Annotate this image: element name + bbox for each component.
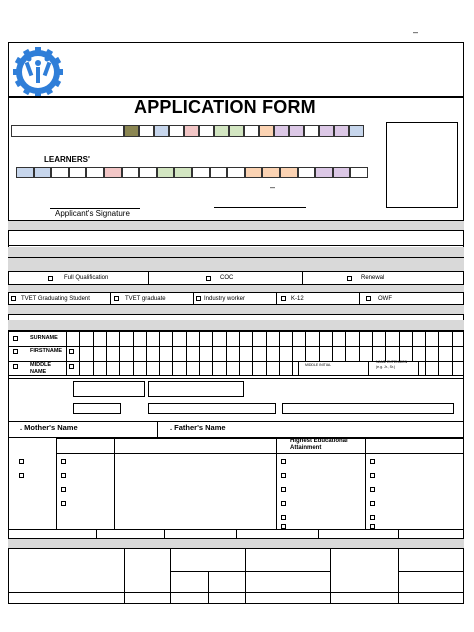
section-band-2: [8, 247, 464, 257]
rule: [239, 331, 240, 361]
education-checkbox[interactable]: [281, 487, 286, 492]
rule: [418, 361, 419, 376]
middle-cell-checkbox[interactable]: [69, 364, 74, 369]
education-table[interactable]: [56, 438, 464, 530]
rule: [266, 361, 267, 376]
name-grid-frame: [8, 331, 464, 376]
learners-label: LEARNERS': [44, 155, 90, 164]
rule: [106, 361, 107, 376]
rule: [8, 230, 464, 231]
rule: [425, 361, 426, 376]
signature-label: Applicant's Signature: [55, 209, 130, 218]
rule: [79, 361, 80, 376]
education-checkbox[interactable]: [370, 501, 375, 506]
address-box-4[interactable]: [148, 403, 276, 414]
industry-worker-checkbox[interactable]: [196, 296, 201, 301]
coc-checkbox[interactable]: [206, 276, 211, 281]
learner-id-cell[interactable]: [333, 167, 351, 178]
education-checkbox[interactable]: [281, 515, 286, 520]
rule: [372, 331, 373, 361]
rule: [8, 548, 464, 549]
rule: [66, 361, 67, 376]
rule: [110, 293, 111, 304]
form-title: APPLICATION FORM: [134, 97, 316, 117]
tvet-graduating-label: TVET Graduating Student: [21, 296, 90, 302]
left-checkbox-2[interactable]: [19, 473, 24, 478]
rule: [170, 549, 171, 604]
rule: [332, 331, 333, 361]
education-checkbox[interactable]: [370, 515, 375, 520]
learner-id-cell[interactable]: [174, 167, 192, 178]
rule: [8, 592, 464, 593]
rule: [8, 314, 464, 315]
rule: [236, 530, 237, 538]
surname-label: SURNAME: [30, 335, 58, 341]
rule: [56, 453, 464, 454]
rule: [186, 331, 187, 361]
rule: [8, 271, 464, 272]
learner-id-cell[interactable]: [122, 167, 140, 178]
surname-checkbox[interactable]: [13, 336, 18, 341]
uli-cell[interactable]: [274, 125, 289, 137]
rule: [452, 361, 453, 376]
rule: [79, 331, 80, 361]
rule: [245, 549, 246, 604]
uli-cell[interactable]: [319, 125, 334, 137]
rule: [399, 331, 400, 361]
uli-cell[interactable]: [304, 125, 319, 137]
rule: [398, 571, 464, 572]
education-checkbox[interactable]: [281, 459, 286, 464]
rule: [438, 331, 439, 361]
learner-id-cell[interactable]: [210, 167, 228, 178]
education-checkbox[interactable]: [281, 501, 286, 506]
industry-worker-label: Industry worker: [204, 296, 246, 302]
rule: [298, 361, 299, 376]
rule: [318, 530, 319, 538]
rule: [8, 220, 464, 221]
education-checkbox[interactable]: [61, 501, 66, 506]
owf-checkbox[interactable]: [366, 296, 371, 301]
rule: [124, 549, 125, 604]
education-checkbox[interactable]: [61, 473, 66, 478]
middle-name-checkbox[interactable]: [13, 364, 18, 369]
section-band-5: [8, 305, 464, 314]
rule: [133, 331, 134, 361]
uli-cell[interactable]: [334, 125, 349, 137]
uli-cell[interactable]: [139, 125, 154, 137]
left-checkbox-1[interactable]: [19, 459, 24, 464]
owf-label: OWF: [378, 296, 392, 302]
rule: [292, 331, 293, 361]
uli-cell[interactable]: [124, 125, 139, 137]
rule: [279, 361, 280, 376]
k12-label: K-12: [291, 296, 304, 302]
name-extension-label: NAME EXTENSION (e.g. Jr., Sr.): [376, 360, 408, 369]
address-box-5[interactable]: [282, 403, 454, 414]
uli-cell[interactable]: [184, 125, 199, 137]
rule: [368, 361, 369, 376]
rule: [172, 361, 173, 376]
rule: [66, 331, 67, 361]
photo-box[interactable]: [386, 122, 458, 208]
rule: [193, 293, 194, 304]
learner-id-cell[interactable]: [86, 167, 104, 178]
education-header: Highest Educational Attainment: [290, 438, 348, 452]
rule: [252, 361, 253, 376]
rule: [252, 331, 253, 361]
learner-id-cell[interactable]: [280, 167, 298, 178]
rule: [226, 361, 227, 376]
rule: [276, 438, 277, 530]
uli-cell[interactable]: [214, 125, 229, 137]
learner-id-cell[interactable]: [298, 167, 316, 178]
learner-id-cell[interactable]: [350, 167, 368, 178]
header-dash: –: [413, 27, 419, 37]
rule: [208, 571, 209, 604]
tvet-graduating-checkbox[interactable]: [11, 296, 16, 301]
rule: [119, 331, 120, 361]
education-checkbox[interactable]: [61, 459, 66, 464]
learner-id-cell[interactable]: [104, 167, 122, 178]
rule: [412, 331, 413, 361]
rule: [8, 292, 464, 293]
education-checkbox[interactable]: [370, 473, 375, 478]
learner-id-cell[interactable]: [192, 167, 210, 178]
rule: [96, 530, 97, 538]
rule: [159, 361, 160, 376]
uli-cell[interactable]: [199, 125, 214, 137]
rule: [199, 331, 200, 361]
rule: [398, 530, 399, 538]
education-checkbox[interactable]: [370, 459, 375, 464]
rule: [319, 331, 320, 361]
uli-cell[interactable]: [11, 125, 124, 137]
name-grid[interactable]: [8, 331, 464, 376]
renewal-checkbox[interactable]: [347, 276, 352, 281]
section-band-6: [8, 320, 464, 330]
tesda-logo-icon: [12, 46, 64, 98]
address-box-2[interactable]: [148, 381, 244, 397]
rule: [239, 361, 240, 376]
rule: [119, 361, 120, 376]
middle-initial-label: MIDDLE INITIAL: [305, 363, 332, 367]
learner-id-cell[interactable]: [16, 167, 34, 178]
rule: [302, 272, 303, 284]
rule: [172, 331, 173, 361]
renewal-label: Renewal: [361, 275, 385, 281]
rule: [452, 331, 453, 361]
rule: [8, 421, 464, 422]
rule: [438, 361, 439, 376]
rule: [146, 331, 147, 361]
learner-id-cell[interactable]: [245, 167, 263, 178]
rule: [133, 361, 134, 376]
learner-id-cell[interactable]: [262, 167, 280, 178]
learner-id-cell[interactable]: [139, 167, 157, 178]
address-box-1[interactable]: [73, 381, 145, 397]
rule: [425, 331, 426, 361]
rule: [157, 422, 158, 437]
mother-name-label: . Mother's Name: [20, 423, 78, 432]
rule: [212, 331, 213, 361]
middle-name-label: MIDDLE NAME: [30, 362, 52, 376]
coc-label: COC: [220, 275, 234, 281]
rule: [385, 331, 386, 361]
rule: [212, 361, 213, 376]
section-band-3: [8, 258, 464, 271]
rule: [398, 549, 399, 604]
full-qualification-checkbox[interactable]: [48, 276, 53, 281]
section-band-1: [8, 220, 464, 230]
rule: [146, 361, 147, 376]
rule: [359, 293, 360, 304]
full-qualification-label: Full Qualification: [64, 275, 109, 281]
rule: [93, 361, 94, 376]
rule: [226, 331, 227, 361]
k12-checkbox[interactable]: [281, 296, 286, 301]
rule: [186, 361, 187, 376]
rule: [305, 331, 306, 361]
rule: [365, 438, 366, 530]
uli-cell[interactable]: [169, 125, 184, 137]
tvet-graduate-checkbox[interactable]: [114, 296, 119, 301]
rule: [330, 549, 331, 604]
rule: [276, 293, 277, 304]
rule: [8, 378, 464, 379]
rule: [114, 438, 115, 530]
rule: [106, 331, 107, 361]
firstname-cell-checkbox[interactable]: [69, 349, 74, 354]
rule: [345, 331, 346, 361]
date-line[interactable]: [214, 207, 306, 208]
rule: [93, 331, 94, 361]
uli-cell[interactable]: [229, 125, 244, 137]
section-band-4: [8, 285, 464, 292]
section-band-7: [8, 539, 464, 548]
learner-id-cell[interactable]: [157, 167, 175, 178]
rule: [164, 530, 165, 538]
uli-cell[interactable]: [259, 125, 274, 137]
learner-id-cell[interactable]: [69, 167, 87, 178]
rule: [199, 361, 200, 376]
rule: [266, 331, 267, 361]
date-dash: –: [270, 182, 276, 192]
firstname-checkbox[interactable]: [13, 349, 18, 354]
rule: [279, 331, 280, 361]
rule: [170, 571, 330, 572]
tvet-graduate-label: TVET graduate: [125, 296, 166, 302]
education-checkbox[interactable]: [281, 473, 286, 478]
address-box-3[interactable]: [73, 403, 121, 414]
uli-cell[interactable]: [244, 125, 259, 137]
firstname-label: FIRSTNAME: [30, 348, 63, 354]
uli-cell[interactable]: [289, 125, 304, 137]
father-name-label: . Father's Name: [170, 423, 226, 432]
learner-id-cell[interactable]: [227, 167, 245, 178]
learner-id-cell[interactable]: [315, 167, 333, 178]
education-checkbox[interactable]: [61, 487, 66, 492]
rule: [8, 245, 464, 246]
uli-cell[interactable]: [154, 125, 169, 137]
learner-id-cell[interactable]: [51, 167, 69, 178]
uli-cell[interactable]: [349, 125, 364, 137]
rule: [159, 331, 160, 361]
rule: [8, 346, 464, 347]
rule: [359, 331, 360, 361]
learner-id-cell[interactable]: [34, 167, 52, 178]
rule: [292, 361, 293, 376]
rule: [148, 272, 149, 284]
education-checkbox[interactable]: [370, 487, 375, 492]
